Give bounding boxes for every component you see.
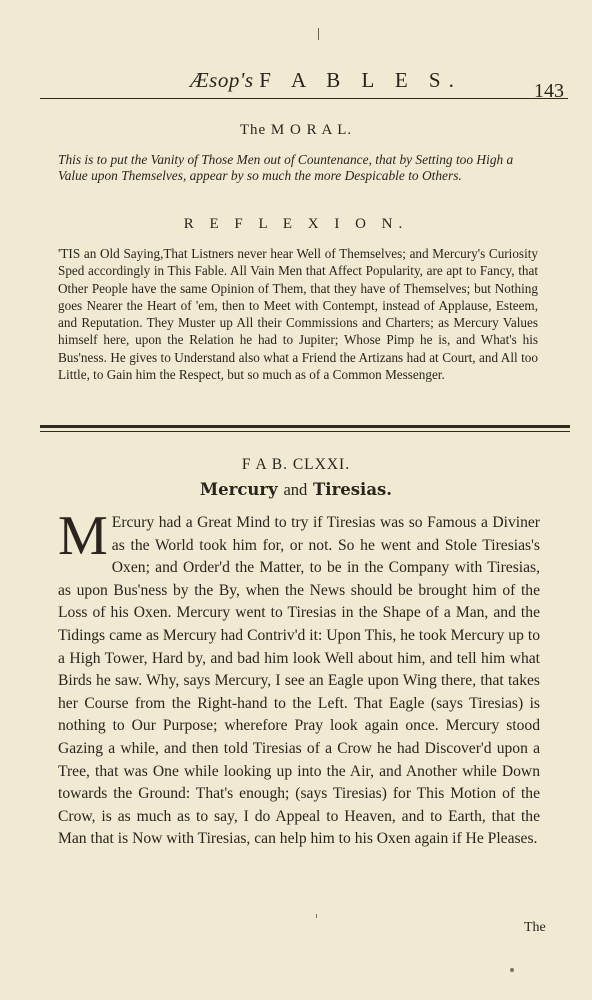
fable-title-mercury: Mercury: [199, 480, 278, 499]
fable-title: [0, 480, 592, 500]
top-mark: [318, 28, 319, 40]
fable-title-and: and: [283, 480, 308, 499]
fable-title-tiresias: Tiresias.: [313, 480, 393, 499]
drop-cap: M: [58, 505, 108, 567]
moral-text: This is to put the Vanity of Those Men out of Countenance, that by Setting too High a Value upon Themselves, appear by so much the more Despicable to Others.: [58, 152, 514, 183]
catchword: The: [524, 920, 546, 935]
reflexion-text: [58, 245, 538, 383]
header-title: [190, 68, 462, 93]
ink-mark: [316, 914, 317, 918]
header-title-italic: Æsop's: [190, 68, 254, 92]
section-rule-thin: [40, 431, 570, 432]
fable-text: [58, 505, 540, 851]
reflexion-heading: R E F L E X I O N.: [183, 216, 409, 232]
page-number: 143: [534, 80, 564, 102]
running-header: [40, 66, 570, 106]
reflexion-paragraph: 'TIS an Old Saying,That Listners never hear Well of Themselves; and Mercury's Curiosity Sped accordingly in This Fable. All Vain Men that Affect Popularity, are apt to Fancy, that Other People have the same Opinion of Them, that they have of Themselves; but Nothing goes Nearer the Heart of 'em, then to Meet with Contempt, instead of Applause, Esteem, and Reputation. They Muster up All their Commissions and Charters; as Mercury Values himself here, upon the Relation he had to Jupiter; Whose Pimp he is, and What's his Bus'ness. He gives to Understand also what a Friend the Artizans had at Court, and All too Little, to Gain him the Respect, but so much as of a Common Messenger.: [58, 246, 538, 383]
ink-spot: [510, 968, 514, 972]
section-rule-thick: [40, 425, 570, 428]
fable-paragraph: Ercury had a Great Mind to try if Tiresias was so Famous a Diviner as the World took him for, or not. So he went and Stole Tiresias's Oxen; and Order'd the Matter, to be in the Company with Tiresias, as upon Bus'ness by the By, when the News should be brought him of the Loss of his Oxen. Mercury went to Tiresias in the Shape of a Man, and the Tidings came as Mercury had Contriv'd it: Upon This, he took Mercury up to a High Tower, Hard by, and bad him look Well about him, and tell him what Birds he saw. Why, says Mercury, I see an Eagle upon Wing there, that takes her Course from the Right-hand to the Left. That Eagle (says Tiresias) is nothing to Our Purpose; wherefore Pray look again once. Mercury stood Gazing a while, and then told Tiresias of a Crow he had Discover'd upon a Tree, that was One while looking up into the Air, and Another while Down towards the Ground: That's enough; (says Tiresias) for This Motion of the Crow, is as much as to say, I do Appeal to Heaven, and to Earth, that the Man that is Now with Tiresias, can help him to his Oxen again if He Pleases.: [58, 514, 540, 848]
header-title-rest: F A B L E S.: [259, 68, 462, 92]
fable-heading: F A B. CLXXI.: [241, 456, 351, 473]
header-rule: [40, 98, 568, 99]
moral-heading: The M O R A L.: [239, 122, 353, 138]
